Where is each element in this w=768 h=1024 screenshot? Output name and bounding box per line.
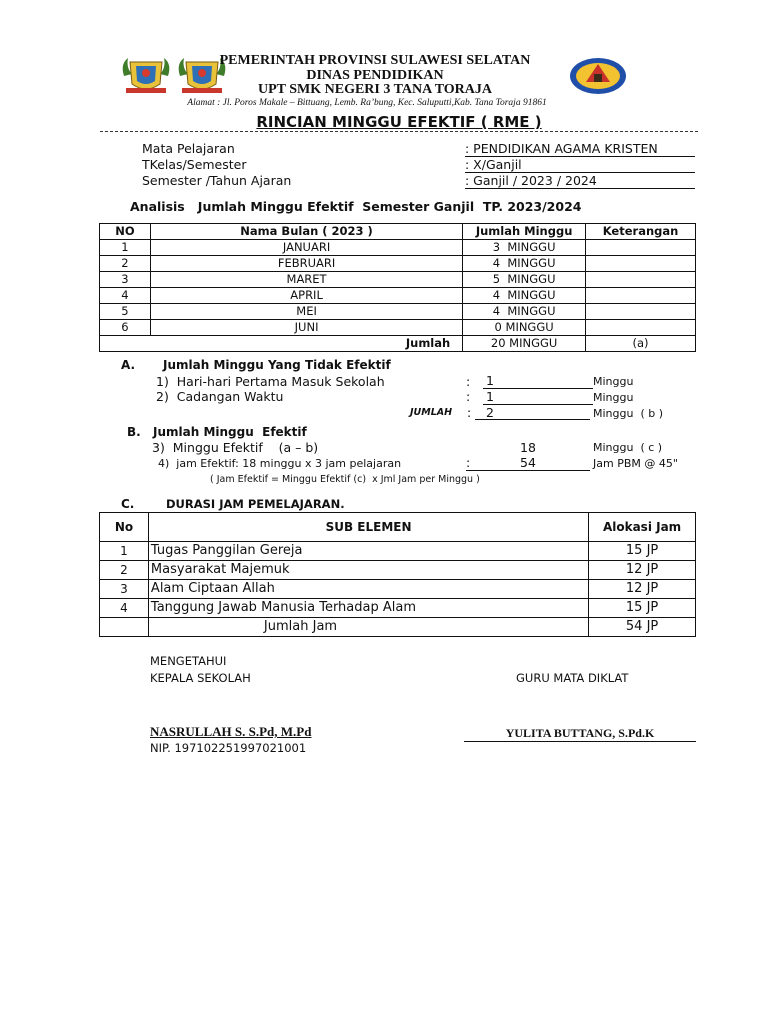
table-row	[100, 580, 696, 599]
section-a-letter: A.	[121, 358, 136, 372]
page-title: RINCIAN MINGGU EFEKTIF ( RME )	[256, 113, 542, 131]
row-weeks: 0 MINGGU	[463, 320, 586, 336]
row-no: 2	[100, 561, 149, 580]
section-b-item-4-unit: Jam PBM @ 45"	[593, 457, 678, 470]
col-header-month: Nama Bulan ( 2023 )	[150, 224, 462, 240]
col-header-no: NO	[100, 224, 151, 240]
row-weeks: 4 MINGGU	[463, 304, 586, 320]
section-b-item-3-unit: Minggu ( c )	[593, 441, 663, 454]
row-note	[586, 304, 696, 320]
row-month: FEBRUARI	[150, 256, 462, 272]
duration-table-header	[100, 513, 696, 542]
header-divider	[100, 131, 698, 132]
row-no: 3	[100, 272, 151, 288]
total-hours-value: 54 JP	[589, 618, 696, 637]
row-no: 1	[100, 240, 151, 256]
principal-title: KEPALA SEKOLAH	[150, 671, 251, 685]
acknowledged-label: MENGETAHUI	[150, 654, 227, 668]
table-row	[100, 272, 696, 288]
row-sub-element: Tanggung Jawab Manusia Terhadap Alam	[148, 599, 588, 618]
row-sub-element: Masyarakat Majemuk	[148, 561, 588, 580]
table-row	[100, 304, 696, 320]
row-month: APRIL	[150, 288, 462, 304]
section-a-sum-unit: Minggu ( b )	[593, 407, 664, 420]
weeks-table	[99, 223, 696, 352]
row-sub-element: Alam Ciptaan Allah	[148, 580, 588, 599]
right-logo	[568, 56, 628, 96]
col-header-sub-element: SUB ELEMEN	[148, 513, 588, 542]
section-b-item-3-value: 18	[520, 440, 536, 455]
info-label-subject: Mata Pelajaran	[142, 141, 235, 156]
table-row	[100, 599, 696, 618]
col-header-no: No	[100, 513, 149, 542]
table-row	[100, 256, 696, 272]
section-b-item-4-label: 4) jam Efektif: 18 minggu x 3 jam pelajaran	[158, 457, 402, 470]
row-no: 4	[100, 599, 149, 618]
table-row	[100, 320, 696, 336]
row-month: MEI	[150, 304, 462, 320]
school-logo-icon	[568, 56, 628, 96]
row-month: JUNI	[150, 320, 462, 336]
row-weeks: 5 MINGGU	[463, 272, 586, 288]
table-row	[100, 240, 696, 256]
section-a-title: Jumlah Minggu Yang Tidak Efektif	[163, 358, 391, 372]
info-value-subject: : PENDIDIKAN AGAMA KRISTEN	[465, 141, 695, 157]
total-empty-cell	[100, 618, 149, 637]
duration-total-row	[100, 618, 696, 637]
row-month: MARET	[150, 272, 462, 288]
row-hours: 15 JP	[589, 599, 696, 618]
school-address: Alamat : Jl. Poros Makale – Bittuang, Lemb. Ra’bung, Kec. Saluputti,Kab. Tana Toraja 91861	[187, 98, 547, 108]
col-header-note: Keterangan	[586, 224, 696, 240]
total-weeks: 20 MINGGU	[463, 336, 586, 352]
analysis-title: Analisis Jumlah Minggu Efektif Semester Ganjil TP. 2023/2024	[130, 199, 582, 214]
row-hours: 12 JP	[589, 580, 696, 599]
info-label-year: Semester /Tahun Ajaran	[142, 173, 292, 188]
row-sub-element: Tugas Panggilan Gereja	[148, 542, 588, 561]
total-label: Jumlah	[100, 336, 463, 352]
row-note	[586, 288, 696, 304]
col-header-weeks: Jumlah Minggu	[463, 224, 586, 240]
section-c-letter: C.	[121, 497, 135, 511]
table-row	[100, 561, 696, 580]
section-a-sum-colon: :	[467, 405, 472, 420]
section-c-title: DURASI JAM PEMELAJARAN.	[166, 497, 345, 511]
section-a-item-1-unit: Minggu	[593, 375, 634, 388]
kop-line-1: PEMERINTAH PROVINSI SULAWESI SELATAN	[219, 53, 531, 68]
total-hours-label: Jumlah Jam	[148, 618, 588, 637]
teacher-title: GURU MATA DIKLAT	[516, 671, 629, 685]
row-no: 5	[100, 304, 151, 320]
section-a-item-2-value: 1	[483, 389, 593, 405]
table-row	[100, 288, 696, 304]
row-no: 1	[100, 542, 149, 561]
section-a-item-2-unit: Minggu	[593, 391, 634, 404]
section-a-item-1-value: 1	[483, 373, 593, 389]
principal-name: NASRULLAH S. S.Pd, M.Pd	[150, 724, 312, 739]
section-a-sum-value: 2	[475, 405, 590, 420]
duration-table	[99, 512, 696, 637]
row-no: 4	[100, 288, 151, 304]
section-b-item-3-label: 3) Minggu Efektif (a – b)	[152, 440, 319, 455]
table-row	[100, 542, 696, 561]
info-value-year: : Ganjil / 2023 / 2024	[465, 173, 695, 189]
row-note	[586, 240, 696, 256]
weeks-total-row	[100, 336, 696, 352]
section-b-item-4-colon: :	[466, 455, 471, 470]
total-note: (a)	[586, 336, 696, 352]
row-weeks: 3 MINGGU	[463, 240, 586, 256]
section-a-item-2-label: 2) Cadangan Waktu	[156, 389, 284, 404]
section-b-note: ( Jam Efektif = Minggu Efektif (c) x Jml Jam per Minggu )	[210, 474, 480, 485]
row-note	[586, 320, 696, 336]
row-no: 6	[100, 320, 151, 336]
row-weeks: 4 MINGGU	[463, 288, 586, 304]
section-b-title: Jumlah Minggu Efektif	[153, 425, 307, 439]
col-header-hours: Alokasi Jam	[589, 513, 696, 542]
section-b-letter: B.	[127, 425, 141, 439]
row-month: JANUARI	[150, 240, 462, 256]
row-no: 3	[100, 580, 149, 599]
info-label-class: TKelas/Semester	[142, 157, 247, 172]
row-weeks: 4 MINGGU	[463, 256, 586, 272]
section-a-item-1-colon: :	[466, 374, 471, 389]
row-hours: 15 JP	[589, 542, 696, 561]
row-no: 2	[100, 256, 151, 272]
section-a-item-1-label: 1) Hari-hari Pertama Masuk Sekolah	[156, 374, 385, 389]
principal-nip: NIP. 197102251997021001	[150, 741, 307, 755]
teacher-name: YULITA BUTTANG, S.Pd.K	[464, 726, 696, 742]
kop-line-3: UPT SMK NEGERI 3 TANA TORAJA	[257, 82, 493, 97]
section-a-item-2-colon: :	[466, 389, 471, 404]
info-value-class: : X/Ganjil	[465, 157, 695, 173]
row-note	[586, 272, 696, 288]
row-note	[586, 256, 696, 272]
row-hours: 12 JP	[589, 561, 696, 580]
section-b-item-4-value: 54	[466, 455, 590, 471]
section-a-sum-label: JUMLAH	[410, 407, 453, 418]
kop-line-2: DINAS PENDIDIKAN	[306, 68, 444, 83]
weeks-table-header	[100, 224, 696, 240]
